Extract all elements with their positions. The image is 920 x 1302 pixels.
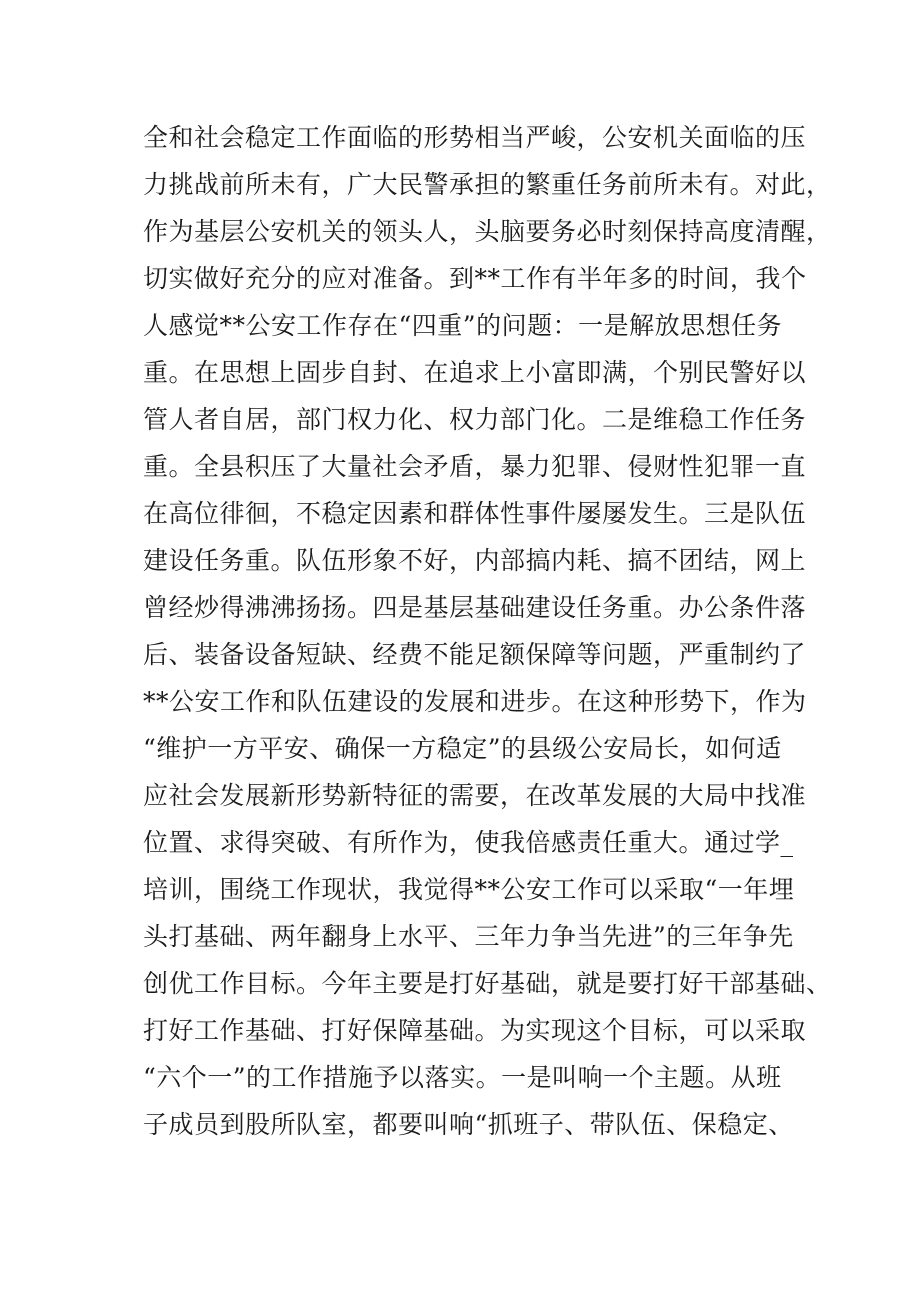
text-line: 应社会发展新形势新特征的需要，在改革发展的大局中找准 — [143, 781, 807, 810]
text-line: 在高位徘徊，不稳定因素和群体性事件屡屡发生。三是队伍 — [143, 499, 807, 528]
body-text — [143, 114, 832, 1148]
text-line: 人感觉**公安工作存在“四重”的问题：一是解放思想任务 — [143, 311, 783, 340]
text-line: 重。在思想上固步自封、在追求上小富即满，个别民警好以 — [143, 358, 807, 387]
text-line: 子成员到股所队室，都要叫响“抓班子、带队伍、保稳定、 — [143, 1110, 794, 1139]
text-line: “维护一方平安、确保一方稳定”的县级公安局长，如何适 — [143, 734, 782, 763]
text-line: 位置、求得突破、有所作为，使我倍感责任重大。通过学_ — [143, 828, 794, 857]
text-line: 打好工作基础、打好保障基础。为实现这个目标，可以采取 — [143, 1016, 807, 1045]
text-line: 创优工作目标。今年主要是打好基础，就是要打好干部基础、 — [143, 969, 832, 998]
text-line: 头打基础、两年翻身上水平、三年力争当先进”的三年争先 — [143, 922, 794, 951]
text-line: 作为基层公安机关的领头人，头脑要务必时刻保持高度清醒， — [143, 217, 832, 246]
text-line: 全和社会稳定工作面临的形势相当严峻，公安机关面临的压 — [143, 123, 807, 152]
text-line: 管人者自居，部门权力化、权力部门化。二是维稳工作任务 — [143, 405, 807, 434]
text-line: 力挑战前所未有，广大民警承担的繁重任务前所未有。对此， — [143, 170, 832, 199]
text-line: 培训，围绕工作现状，我觉得**公安工作可以采取“一年埋 — [143, 875, 795, 904]
text-line: 后、装备设备短缺、经费不能足额保障等问题，严重制约了 — [143, 640, 807, 669]
text-line: 建设任务重。队伍形象不好，内部搞内耗、搞不团结，网上 — [143, 546, 807, 575]
text-line: 重。全县积压了大量社会矛盾，暴力犯罪、侵财性犯罪一直 — [143, 452, 807, 481]
text-line: 曾经炒得沸沸扬扬。四是基层基础建设任务重。办公条件落 — [143, 593, 807, 622]
text-line: 切实做好充分的应对准备。到**工作有半年多的时间，我个 — [143, 264, 807, 293]
text-line: **公安工作和队伍建设的发展和进步。在这种形势下，作为 — [143, 687, 807, 716]
text-line: “六个一”的工作措施予以落实。一是叫响一个主题。从班 — [143, 1063, 782, 1092]
